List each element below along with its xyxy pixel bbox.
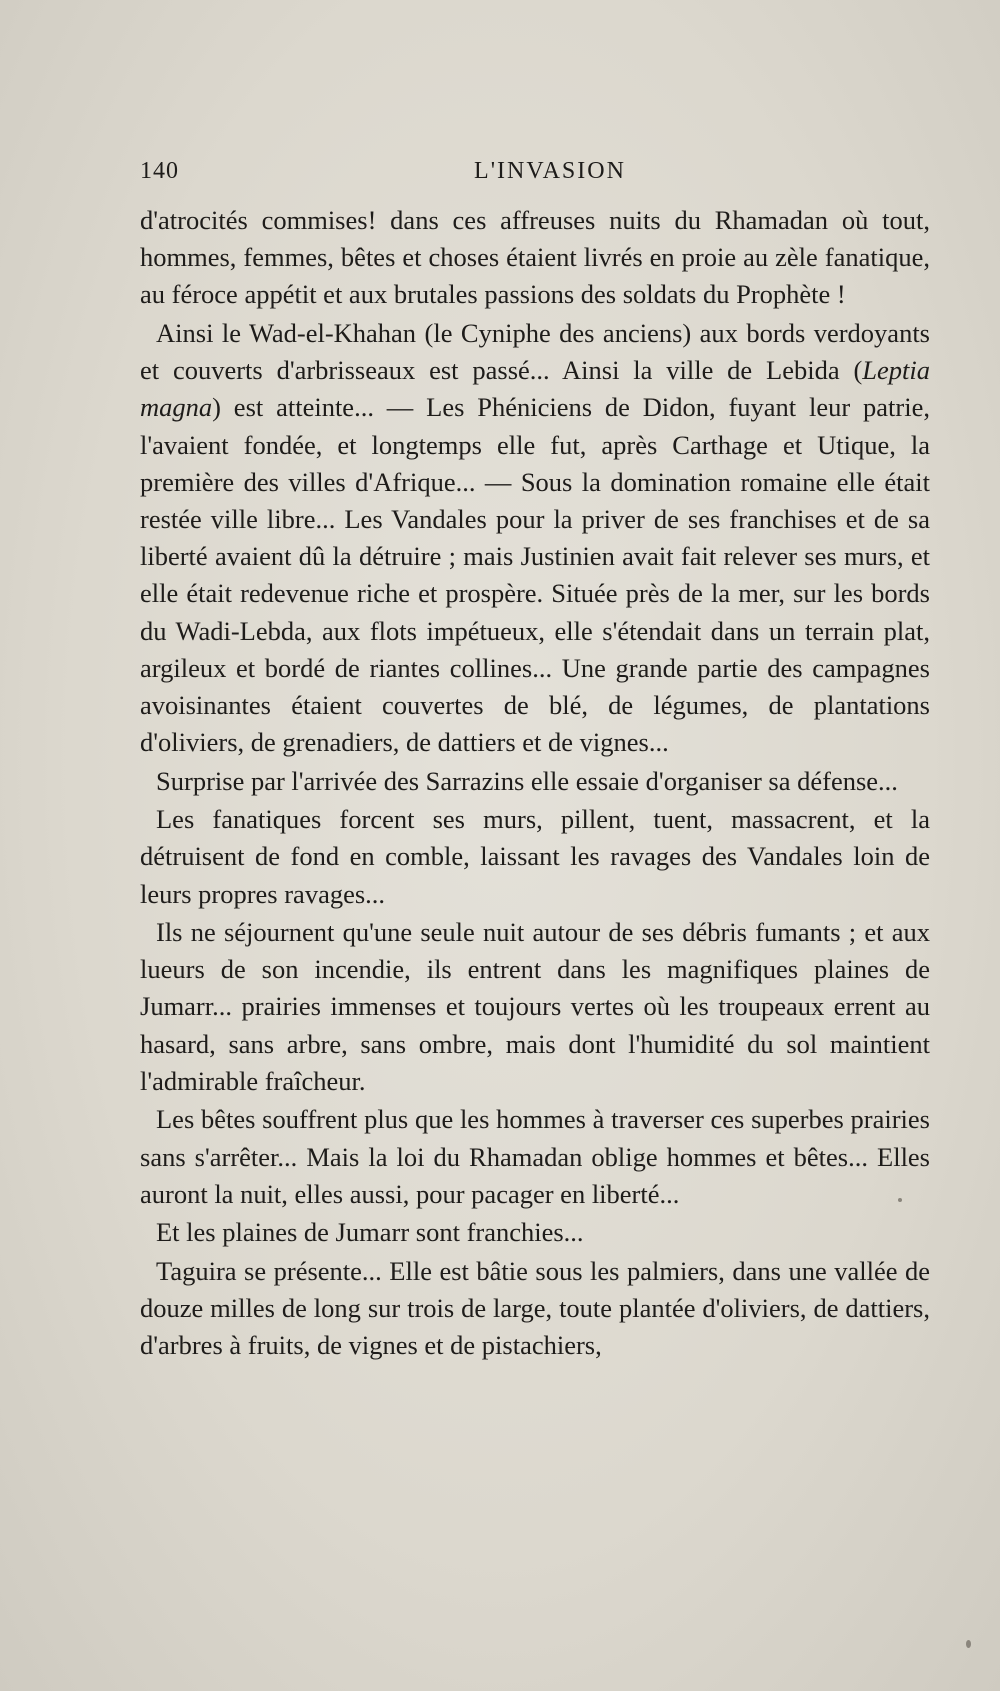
italic-text: Leptia magna — [140, 355, 930, 423]
running-title: L'INVASION — [474, 158, 626, 184]
paragraph-text: Les bêtes souffrent plus que les hommes à traverser ces superbes prairies sans s'arrêter... Mais la loi du Rhamadan oblige hommes et bêtes... Elles auront la nuit, elles aussi, pour pacager en liberté... — [140, 1104, 930, 1209]
paragraph — [140, 1101, 930, 1213]
page-header — [140, 158, 930, 192]
paragraph — [140, 315, 930, 761]
paragraph-text: Taguira se présente... Elle est bâtie sous les palmiers, dans une vallée de douze milles de long sur trois de large, toute plantée d'oliviers, de dattiers, d'arbres à fruits, de vignes et de pistachiers, — [140, 1255, 930, 1361]
paragraph — [140, 1214, 930, 1251]
paragraph-text: Surprise par l'arrivée des Sarrazins elle essaie d'organiser sa défense... — [156, 765, 898, 796]
page-number: 140 — [140, 158, 179, 184]
paragraph-text: Ainsi le Wad-el-Khahan (le Cyniphe des anciens) aux bords verdoyants et couverts d'arbrisseaux est passé... Ainsi la ville de Lebida ( — [140, 317, 930, 386]
paragraph-text: Ils ne séjournent qu'une seule nuit autour de ses débris fumants ; et aux lueurs de son incendie, ils entrent dans les magnifiques plaines de Jumarr... prairies immenses et toujours vertes où les troupeaux errent au hasard, sans arbre, sans ombre, mais dont l'humidité du sol maintient l'admirable fraîcheur. — [140, 917, 930, 1096]
paragraph — [140, 202, 930, 314]
paragraph — [140, 1253, 930, 1365]
paragraph — [140, 763, 930, 800]
paragraph — [140, 914, 930, 1100]
paragraph-text: Et les plaines de Jumarr sont franchies... — [156, 1217, 584, 1248]
body-text — [140, 202, 930, 1366]
paragraph — [140, 801, 930, 913]
paragraph-text: ) est atteinte... — Les Phéniciens de Didon, fuyant leur patrie, l'avaient fondée, et longtemps elle fut, après Carthage et Utique, la première des villes d'Afrique... — Sous la domination romaine elle était restée ville libre... Les Vandales pour la priver de ses franchises et de sa liberté avaient dû la détruire ; mais Justinien avait fait relever ses murs, et elle était redevenue riche et prospère. Située près de la mer, sur les bords du Wadi-Lebda, aux flots impétueux, elle s'étendait dans un terrain plat, argileux et bordé de riantes collines... Une grande partie des campagnes avoisinantes étaient couvertes de blé, de légumes, de plantations d'oliviers, de grenadiers, de dattiers et de vignes... — [140, 392, 930, 758]
paragraph-text: d'atrocités commises! dans ces affreuses nuits du Rhamadan où tout, hommes, femmes, bêtes et choses étaient livrés en proie au zèle fanatique, au féroce appétit et aux brutales passions des soldats du Prophète ! — [140, 205, 930, 310]
paragraph-text: Les fanatiques forcent ses murs, pillent, tuent, massacrent, et la détruisent de fond en comble, laissant les ravages des Vandales loin de leurs propres ravages... — [140, 804, 930, 909]
paper-speck — [966, 1640, 971, 1648]
paper-speck — [898, 1198, 902, 1202]
